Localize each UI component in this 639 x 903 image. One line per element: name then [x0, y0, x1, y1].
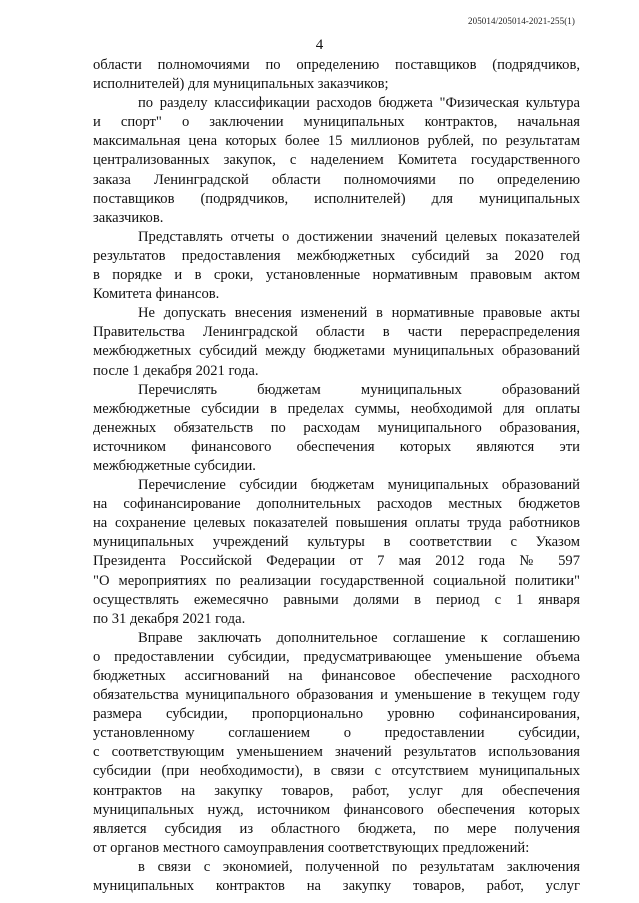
- text-line: муниципальных нужд, источником финансового обеспечения которых: [93, 801, 580, 818]
- text-line: результатов предоставления межбюджетных субсидий за 2020 год: [93, 247, 580, 264]
- text-line: Президента Российской Федерации от 7 мая 2012 года № 597: [93, 553, 580, 570]
- text-line: поставщиков (подрядчиков, исполнителей) для муниципальных: [93, 190, 580, 207]
- text-line: максимальная цена которых более 15 миллионов рублей, по результатам: [93, 133, 580, 150]
- text-line: после 1 декабря 2021 года.: [93, 362, 259, 379]
- text-line: с соответствующим уменьшением значений результатов использования: [93, 744, 580, 761]
- text-line: Перечисление субсидии бюджетам муниципальных образований: [138, 477, 580, 494]
- text-line: на софинансирование дополнительных расходов местных бюджетов: [93, 496, 580, 513]
- text-line: межбюджетных субсидий между бюджетами муниципальных образований: [93, 343, 580, 360]
- text-line: области полномочиями по определению поставщиков (подрядчиков,: [93, 57, 580, 73]
- text-line: по разделу классификации расходов бюджета "Физическая культура: [138, 95, 580, 112]
- text-line: установленному соглашением о предоставлении субсидии,: [93, 725, 580, 742]
- text-line: денежных обязательств по расходам муниципального образования,: [93, 419, 580, 436]
- document-body: [93, 56, 580, 896]
- text-line: заказчиков.: [93, 209, 164, 226]
- text-line: размера субсидии, пропорционально уровню софинансирования,: [93, 706, 580, 723]
- text-line: по 31 декабря 2021 года.: [93, 610, 246, 627]
- text-line: Комитета финансов.: [93, 286, 220, 303]
- page-number: 4: [315, 37, 324, 53]
- text-line: о предоставлении субсидии, предусматривающее уменьшение объема: [93, 648, 580, 665]
- text-line: муниципальных контрактов на закупку товаров, работ, услуг: [93, 878, 580, 895]
- text-line: бюджетных ассигнований на финансовое обеспечение расходного: [93, 668, 580, 684]
- text-line: Не допускать внесения изменений в нормативные правовые акты: [138, 305, 580, 322]
- text-line: "О мероприятиях по реализации государственной социальной политики": [93, 572, 580, 589]
- text-line: межбюджетные субсидии.: [93, 457, 256, 474]
- text-line: Перечислять бюджетам муниципальных образований: [138, 381, 580, 398]
- text-line: заказа Ленинградской области полномочиями по определению: [93, 171, 580, 188]
- text-line: контрактов на закупку товаров, работ, услуг для обеспечения: [93, 782, 580, 799]
- document-id: 205014/205014-2021-255(1): [468, 16, 575, 26]
- text-line: источником финансового обеспечения которых являются эти: [93, 438, 580, 455]
- text-line: Представлять отчеты о достижении значений целевых показателей: [138, 228, 580, 245]
- text-line: и спорт" о заключении муниципальных контрактов, начальная: [93, 114, 580, 131]
- text-line: в порядке и в сроки, установленные нормативным правовым актом: [93, 267, 580, 284]
- text-line: от органов местного самоуправления соответствующих предложений:: [93, 839, 530, 856]
- text-line: централизованных закупок, с наделением Комитета государственного: [93, 152, 580, 169]
- text-line: Правительства Ленинградской области в части перераспределения: [93, 324, 580, 341]
- text-line: субсидии (при необходимости), в связи с отсутствием муниципальных: [93, 763, 580, 780]
- text-line: в связи с экономией, полученной по результатам заключения: [138, 858, 580, 875]
- text-line: Вправе заключать дополнительное соглашение к соглашению: [138, 629, 580, 646]
- text-line: обязательства муниципального образования и уменьшение в текущем году: [93, 687, 580, 704]
- text-line: на сохранение целевых показателей повышения оплаты труда работников: [93, 515, 580, 532]
- text-line: осуществлять ежемесячно равными долями в период с 1 января: [93, 591, 580, 608]
- text-line: исполнителей) для муниципальных заказчиков;: [93, 76, 389, 93]
- text-line: межбюджетные субсидии в пределах суммы, необходимой для оплаты: [93, 400, 580, 417]
- text-line: муниципальных учреждений культуры в соответствии с Указом: [93, 534, 580, 551]
- text-line: является субсидия из областного бюджета, по мере получения: [93, 820, 580, 837]
